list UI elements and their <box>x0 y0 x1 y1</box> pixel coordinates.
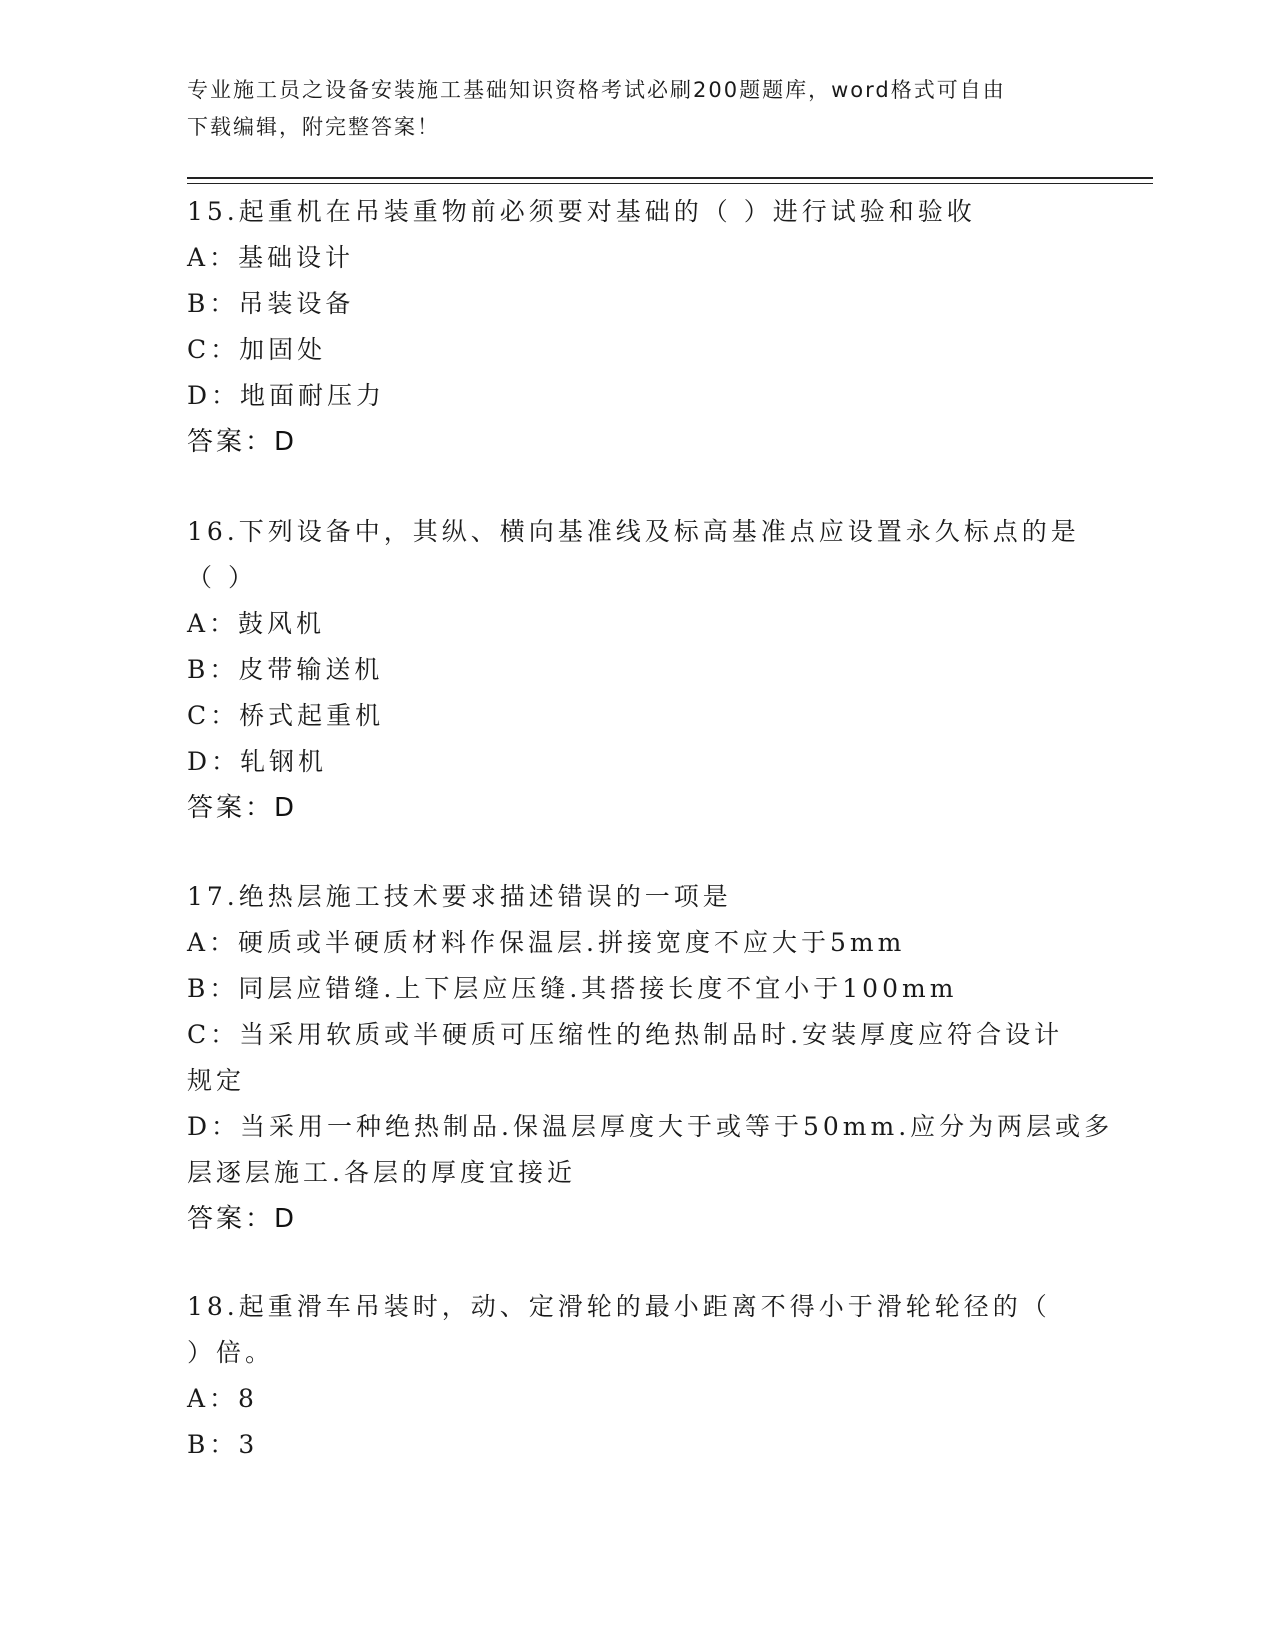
option-c: C：加固处 <box>187 335 327 364</box>
option-d: D：当采用一种绝热制品.保温层厚度大于或等于50mm.应分为两层或多 <box>187 1112 1114 1141</box>
answer-label: 答案：D <box>187 793 298 823</box>
option-a: A：硬质或半硬质材料作保温层.拼接宽度不应大于5mm <box>187 928 906 957</box>
option-b: B：皮带输送机 <box>187 655 384 684</box>
option-b: B：3 <box>187 1430 259 1459</box>
question-stem-continued: （ ） <box>187 563 257 592</box>
option-c: C：当采用软质或半硬质可压缩性的绝热制品时.安装厚度应符合设计 <box>187 1020 1064 1049</box>
header-line: 专业施工员之设备安装施工基础知识资格考试必刷200题题库，word格式可自由 <box>187 78 1006 102</box>
option-b: B：吊装设备 <box>187 289 355 318</box>
option-c-continued: 规定 <box>187 1066 246 1095</box>
header-divider-thin <box>187 183 1153 184</box>
document-header <box>187 72 1087 146</box>
header-line: 下载编辑，附完整答案！ <box>187 115 440 139</box>
option-a: A：基础设计 <box>187 243 355 272</box>
option-d: D：地面耐压力 <box>187 381 386 410</box>
question-stem: 15.起重机在吊装重物前必须要对基础的（ ）进行试验和验收 <box>187 197 976 226</box>
option-a: A：8 <box>187 1384 258 1413</box>
question-16 <box>187 509 1087 831</box>
option-a: A：鼓风机 <box>187 609 326 638</box>
header-divider <box>187 177 1153 179</box>
question-stem-continued: ）倍。 <box>187 1338 275 1367</box>
question-18 <box>187 1284 1087 1468</box>
question-stem: 16.下列设备中，其纵、横向基准线及标高基准点应设置永久标点的是 <box>187 517 1080 546</box>
option-d-continued: 层逐层施工.各层的厚度宜接近 <box>187 1158 576 1187</box>
question-15 <box>187 189 1087 465</box>
answer-label: 答案：D <box>187 1204 298 1234</box>
option-c: C：桥式起重机 <box>187 701 385 730</box>
question-stem: 17.绝热层施工技术要求描述错误的一项是 <box>187 882 732 911</box>
option-b: B：同层应错缝.上下层应压缝.其搭接长度不宜小于100mm <box>187 974 958 1003</box>
question-17 <box>187 874 1114 1242</box>
answer-label: 答案：D <box>187 427 298 457</box>
question-stem: 18.起重滑车吊装时，动、定滑轮的最小距离不得小于滑轮轮径的（ <box>187 1292 1051 1321</box>
option-d: D：轧钢机 <box>187 747 328 776</box>
